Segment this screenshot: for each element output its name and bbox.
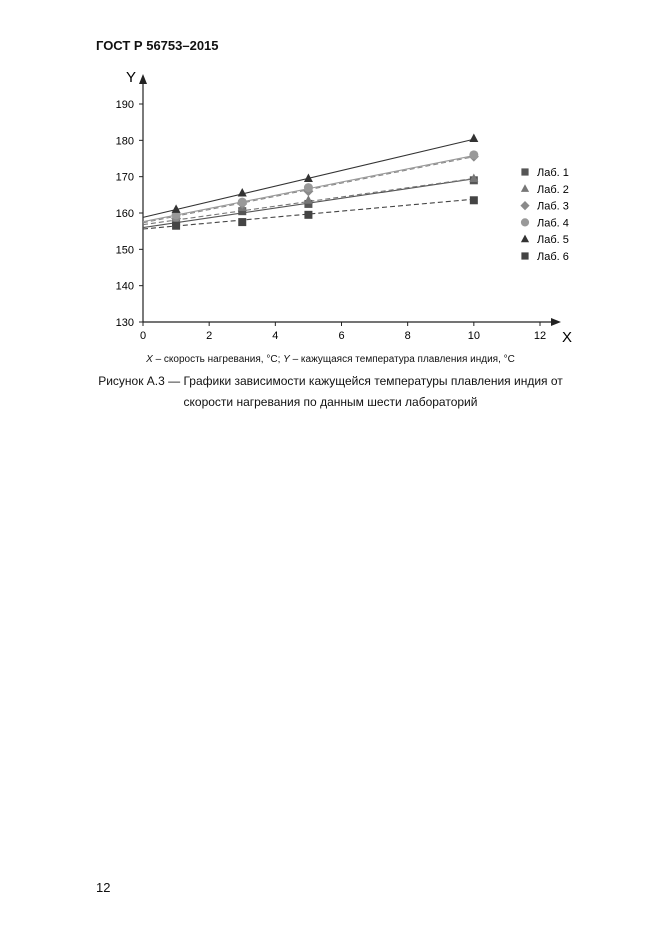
chart-legend	[520, 167, 568, 263]
y-symbol: Y	[283, 354, 290, 365]
y-axis-label: Y	[126, 69, 137, 86]
legend-label: Лаб. 6	[537, 251, 569, 263]
legend-marker	[521, 235, 529, 243]
legend-label: Лаб. 4	[537, 217, 569, 230]
data-point	[304, 211, 312, 219]
legend-marker	[521, 184, 529, 192]
x-tick-label: 6	[338, 330, 345, 342]
page-number: 12	[96, 880, 111, 895]
chart	[0, 0, 661, 350]
data-point	[304, 195, 313, 204]
data-point	[469, 150, 478, 159]
figure-title-line-1: Рисунок А.3 — Графики зависимости кажущейся температуры плавления индия от	[98, 374, 563, 388]
legend-label: Лаб. 2	[537, 183, 569, 196]
data-point	[238, 188, 247, 197]
y-description: – кажущаяся температура плавления индия, °С	[289, 354, 515, 365]
document-header: ГОСТ Р 56753–2015	[96, 38, 219, 53]
legend-marker	[521, 252, 528, 259]
legend-label: Лаб. 5	[537, 234, 569, 247]
y-axis-arrow	[139, 74, 147, 84]
x-tick-label: 10	[467, 330, 480, 342]
legend-label: Лаб. 1	[537, 167, 569, 179]
x-symbol: X	[146, 354, 153, 365]
legend-marker	[521, 218, 529, 226]
y-tick-label: 170	[115, 171, 134, 184]
x-tick-label: 12	[533, 330, 547, 342]
x-tick-label: 0	[139, 330, 147, 342]
figure-title-line-2: скорости нагревания по данным шести лабораторий	[183, 395, 478, 409]
y-tick-label: 130	[115, 317, 134, 329]
y-tick-label: 160	[115, 208, 134, 220]
x-tick-label: 2	[206, 330, 213, 342]
axes-caption	[0, 354, 661, 365]
x-axis-arrow	[551, 318, 561, 326]
data-point	[238, 218, 246, 226]
x-tick-label: 4	[272, 330, 279, 342]
x-description: – скорость нагревания, °С;	[152, 354, 284, 365]
y-tick-label: 180	[115, 135, 134, 148]
data-point	[238, 198, 247, 207]
legend-marker	[521, 168, 528, 175]
data-markers	[171, 134, 479, 230]
y-tick-label: 150	[115, 244, 134, 257]
data-point	[172, 222, 180, 230]
y-tick-label: 140	[115, 280, 134, 293]
legend-marker	[520, 201, 529, 210]
x-tick-label: 8	[404, 330, 411, 342]
y-tick-label: 190	[115, 99, 134, 111]
x-axis-label: X	[562, 329, 573, 346]
data-point	[469, 134, 478, 143]
data-point	[304, 183, 313, 192]
legend-label: Лаб. 3	[537, 200, 569, 213]
data-point	[470, 196, 478, 204]
